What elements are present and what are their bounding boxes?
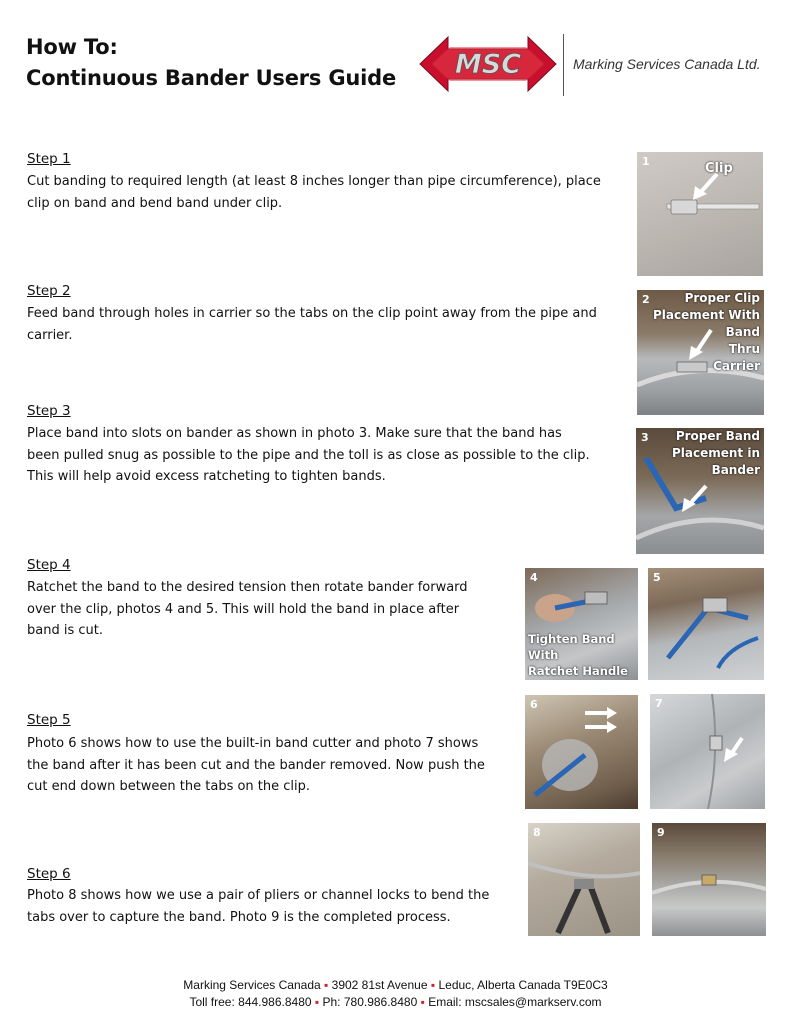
footer-separator: ▪ (324, 978, 329, 992)
step-3-text (27, 423, 590, 488)
step-2-text (27, 303, 597, 346)
caption-line: Thru (728, 342, 760, 356)
photo-3-bander (636, 428, 764, 554)
step-5-heading: Step 5 (27, 712, 71, 728)
caption-line: Placement With (653, 308, 760, 322)
footer-company: Marking Services Canada (183, 978, 321, 992)
step-5-line: cut end down between the tabs on the clip. (27, 779, 311, 794)
footer-phone: Ph: 780.986.8480 (322, 995, 418, 1009)
step-3-line: been pulled snug as possible to the pipe and the toll is as close as possible to the clip. (27, 447, 590, 463)
photo-2-carrier (637, 290, 764, 415)
caption-line: Proper Band (675, 429, 760, 443)
step-1-heading: Step 1 (27, 151, 71, 167)
photo-caption (653, 290, 760, 375)
photo-number: 7 (655, 697, 663, 710)
photo-caption (672, 428, 760, 479)
completed-illustration (652, 823, 766, 936)
caption-line: Placement in (671, 446, 760, 460)
footer-separator: ▪ (314, 995, 320, 1009)
footer-tollfree: Toll free: 844.986.8480 (189, 995, 312, 1009)
photo-8-pliers (528, 823, 640, 936)
footer-separator: ▪ (430, 978, 436, 992)
caption-line: Ratchet Handle (528, 664, 628, 678)
company-name: Marking Services Canada Ltd. (573, 56, 761, 72)
step-4-text (27, 577, 468, 642)
step-3-line: Place band into slots on bander as shown in photo 3. Make sure that the band has (27, 426, 562, 441)
clip-illustration (637, 152, 763, 276)
cut-band-illustration (650, 694, 765, 809)
msc-logo (418, 33, 558, 95)
step-2-heading: Step 2 (27, 283, 71, 299)
step-6-line: tabs over to capture the band. Photo 9 is the completed process. (27, 909, 451, 925)
footer-email[interactable]: Email: mscsales@markserv.com (428, 995, 602, 1009)
footer-city: Leduc, Alberta Canada T9E0C3 (438, 978, 608, 992)
step-5-line: Photo 6 shows how to use the built-in band cutter and photo 7 shows (27, 736, 479, 751)
page-title-line2: Continuous Bander Users Guide (26, 66, 397, 90)
step-3-line: This will help avoid excess ratcheting to tighten bands. (27, 469, 386, 484)
step-1-line: clip on band and bend band under clip. (27, 195, 283, 211)
step-4-line: over the clip, photos 4 and 5. This will hold the band in place after (27, 601, 460, 617)
step-6-line: Photo 8 shows how we use a pair of pliers or channel locks to bend the (27, 888, 490, 903)
footer-address: 3902 81st Avenue (331, 978, 428, 992)
step-4-heading: Step 4 (27, 557, 71, 573)
photo-number: 3 (641, 431, 649, 444)
photo-7-cut-band (650, 694, 765, 809)
photo-9-completed (652, 823, 766, 936)
photo-number: 5 (653, 571, 661, 584)
page-title-line1: How To: (26, 35, 118, 59)
footer-address-line (0, 978, 791, 992)
cutter-illustration (525, 695, 638, 809)
caption-line: Bander (711, 463, 760, 477)
photo-caption (528, 631, 638, 679)
step-5-line: the band after it has been cut and the bander removed. Now push the (27, 757, 485, 773)
photo-number: 2 (642, 293, 650, 306)
photo-caption: Clip (705, 161, 733, 176)
footer-contact-line (0, 995, 791, 1009)
rotate-illustration (648, 568, 764, 680)
step-6-heading: Step 6 (27, 866, 71, 882)
caption-line: Carrier (713, 359, 760, 373)
photo-4-ratchet (525, 568, 638, 680)
logo-divider (563, 34, 564, 96)
logo-text: MSC (454, 49, 522, 80)
photo-number: 1 (642, 155, 650, 168)
step-4-line: band is cut. (27, 623, 103, 638)
photo-number: 4 (530, 571, 538, 584)
photo-number: 9 (657, 826, 665, 839)
step-2-line: carrier. (27, 327, 73, 343)
caption-line: Tighten Band With (528, 632, 615, 662)
step-5-text (27, 733, 485, 798)
step-2-line: Feed band through holes in carrier so the tabs on the clip point away from the pipe and (27, 306, 597, 321)
photo-1-clip (637, 152, 763, 276)
caption-line: Band (725, 325, 760, 339)
step-1-line: Cut banding to required length (at least 8 inches longer than pipe circumference), place (27, 174, 601, 189)
step-6-text (27, 885, 489, 928)
photo-6-cutter (525, 695, 638, 809)
photo-5-rotate (648, 568, 764, 680)
photo-number: 6 (530, 698, 538, 711)
photo-number: 8 (533, 826, 541, 839)
step-3-heading: Step 3 (27, 403, 71, 419)
pliers-illustration (528, 823, 640, 936)
footer-separator: ▪ (420, 995, 425, 1009)
step-1-text (27, 171, 601, 214)
step-4-line: Ratchet the band to the desired tension then rotate bander forward (27, 580, 468, 595)
caption-line: Proper Clip (684, 291, 760, 305)
